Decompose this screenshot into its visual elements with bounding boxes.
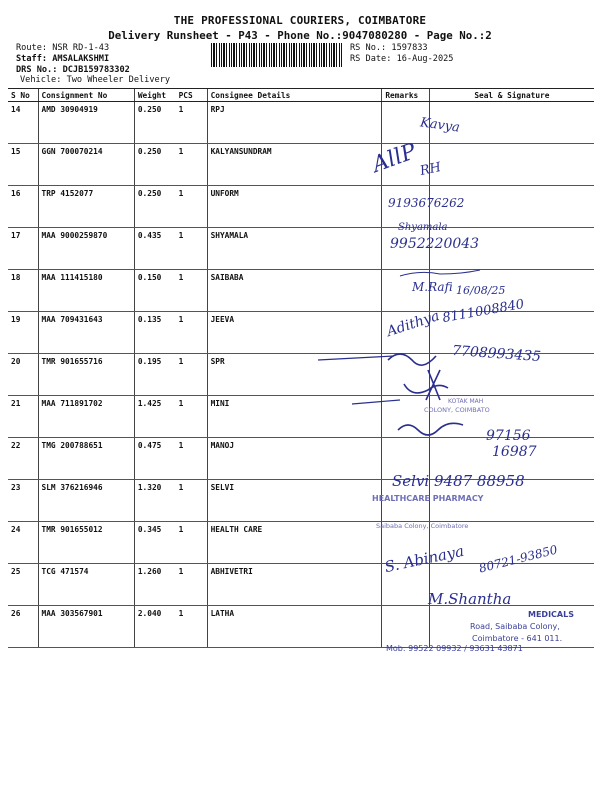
signature-h4: 9193676262 xyxy=(388,196,465,210)
row-consignment: MAA 111415180 xyxy=(38,270,134,312)
table-row xyxy=(8,144,594,186)
row-consignee: ABHIVETRI xyxy=(207,564,382,606)
table-row xyxy=(8,228,594,270)
signature-h11: 7708993435 xyxy=(451,342,542,366)
signature-h12: 97156 xyxy=(486,428,531,444)
signature-h5: Shyamala xyxy=(398,222,448,233)
col-consignee: Consignee Details xyxy=(207,89,382,102)
row-consignment: MAA 303567901 xyxy=(38,606,134,648)
runsheet-subtitle: Delivery Runsheet - P43 - Phone No.:9047080280 - Page No.:2 xyxy=(108,29,492,42)
row-consignee: MANOJ xyxy=(207,438,382,480)
row-sno: 22 xyxy=(8,438,38,480)
row-weight: 0.250 xyxy=(134,102,175,144)
row-weight: 0.345 xyxy=(134,522,175,564)
row-pcs: 1 xyxy=(176,354,208,396)
signature-h14: Selvi 9487 88958 xyxy=(392,472,525,490)
row-consignee: LATHA xyxy=(207,606,382,648)
row-weight: 0.435 xyxy=(134,228,175,270)
row-weight: 1.320 xyxy=(134,480,175,522)
row-weight: 0.250 xyxy=(134,144,175,186)
col-consignment: Consignment No xyxy=(38,89,134,102)
row-pcs: 1 xyxy=(176,438,208,480)
row-sno: 20 xyxy=(8,354,38,396)
row-pcs: 1 xyxy=(176,522,208,564)
row-consignment: SLM 376216946 xyxy=(38,480,134,522)
signature-h10: 8111008840 xyxy=(441,296,526,327)
signature-h17: M.Shantha xyxy=(428,590,512,608)
row-sno: 24 xyxy=(8,522,38,564)
row-weight: 0.195 xyxy=(134,354,175,396)
row-weight: 2.040 xyxy=(134,606,175,648)
stamp-addr1: Road, Saibaba Colony, xyxy=(470,622,560,631)
row-remarks xyxy=(382,396,429,438)
row-pcs: 1 xyxy=(176,312,208,354)
signature-h9: Adithya xyxy=(384,307,442,341)
row-consignee: RPJ xyxy=(207,102,382,144)
row-pcs: 1 xyxy=(176,480,208,522)
row-sno: 19 xyxy=(8,312,38,354)
table-row xyxy=(8,102,594,144)
stamp-colony: Saibaba Colony, Coimbatore xyxy=(376,522,469,530)
row-sno: 25 xyxy=(8,564,38,606)
row-consignee: SPR xyxy=(207,354,382,396)
row-weight: 0.475 xyxy=(134,438,175,480)
signature-h2: AllP xyxy=(369,139,420,178)
stamp-health: HEALTHCARE PHARMACY xyxy=(372,494,484,503)
signature-h13: 16987 xyxy=(492,444,537,460)
row-sno: 16 xyxy=(8,186,38,228)
row-pcs: 1 xyxy=(176,564,208,606)
row-weight: 0.135 xyxy=(134,312,175,354)
signature-h15: S. Abinaya xyxy=(383,541,466,577)
row-consignment: TMG 200788651 xyxy=(38,438,134,480)
col-remarks: Remarks xyxy=(382,89,429,102)
drs-label: DRS No.: DCJB159783302 xyxy=(16,65,130,75)
row-consignment: MAA 9000259870 xyxy=(38,228,134,270)
row-pcs: 1 xyxy=(176,102,208,144)
row-sno: 17 xyxy=(8,228,38,270)
signature-h7: M.Rafi xyxy=(412,280,453,294)
row-sno: 15 xyxy=(8,144,38,186)
col-seal: Seal & Signature xyxy=(429,89,594,102)
row-sno: 23 xyxy=(8,480,38,522)
row-weight: 1.425 xyxy=(134,396,175,438)
row-consignee: SAIBABA xyxy=(207,270,382,312)
runsheet-title: THE PROFESSIONAL COURIERS, COIMBATORE xyxy=(173,14,427,27)
row-pcs: 1 xyxy=(176,270,208,312)
row-consignment: TRP 4152077 xyxy=(38,186,134,228)
row-pcs: 1 xyxy=(176,396,208,438)
row-weight: 0.150 xyxy=(134,270,175,312)
vehicle-label: Vehicle: Two Wheeler Delivery xyxy=(20,75,171,85)
row-pcs: 1 xyxy=(176,228,208,270)
signature-h8: 16/08/25 xyxy=(456,284,506,297)
signature-h16: 80721-93850 xyxy=(477,542,559,576)
row-remarks xyxy=(382,606,429,648)
signature-h1: Kavya xyxy=(419,115,461,136)
row-consignee: UNFORM xyxy=(207,186,382,228)
row-remarks xyxy=(382,354,429,396)
row-sno: 14 xyxy=(8,102,38,144)
col-weight: Weight xyxy=(134,89,175,102)
row-consignment: MAA 711891702 xyxy=(38,396,134,438)
rs-date: RS Date: 16-Aug-2025 xyxy=(350,54,454,64)
row-consignee: SELVI xyxy=(207,480,382,522)
table-header-row xyxy=(8,89,594,102)
staff-label: Staff: AMSALAKSHMI xyxy=(16,54,110,64)
row-weight: 0.250 xyxy=(134,186,175,228)
row-consignment: MAA 709431643 xyxy=(38,312,134,354)
row-seal xyxy=(429,144,594,186)
row-consignment: TCG 471574 xyxy=(38,564,134,606)
row-consignment: TMR 901655716 xyxy=(38,354,134,396)
row-consignee: KALYANSUNDRAM xyxy=(207,144,382,186)
row-sno: 18 xyxy=(8,270,38,312)
stamp-kotak: KOTAK MAH xyxy=(448,398,484,405)
row-pcs: 1 xyxy=(176,186,208,228)
row-consignee: JEEVA xyxy=(207,312,382,354)
row-sno: 21 xyxy=(8,396,38,438)
row-sno: 26 xyxy=(8,606,38,648)
signature-h3: RH xyxy=(418,159,443,180)
stamp-mob: Mob: 99522 09932 / 93631 43871 xyxy=(386,644,523,653)
stamp-addr2: Coimbatore - 641 011. xyxy=(472,634,563,643)
col-sno: S No xyxy=(8,89,38,102)
row-consignee: MINI xyxy=(207,396,382,438)
route-label: Route: NSR RD-1-43 xyxy=(16,43,110,53)
rs-number: RS No.: 1597833 xyxy=(350,43,428,53)
barcode xyxy=(211,43,343,67)
row-consignment: AMD 30904919 xyxy=(38,102,134,144)
row-weight: 1.260 xyxy=(134,564,175,606)
row-consignee: SHYAMALA xyxy=(207,228,382,270)
row-consignment: GGN 700070214 xyxy=(38,144,134,186)
stamp-colony2: COLONY, COIMBATO xyxy=(424,406,490,414)
signature-h6: 9952220043 xyxy=(390,236,480,252)
row-consignee: HEALTH CARE xyxy=(207,522,382,564)
row-pcs: 1 xyxy=(176,144,208,186)
row-pcs: 1 xyxy=(176,606,208,648)
table-row xyxy=(8,186,594,228)
col-pcs: PCS xyxy=(176,89,208,102)
row-consignment: TMR 901655012 xyxy=(38,522,134,564)
stamp-medicals: MEDICALS xyxy=(528,610,574,619)
